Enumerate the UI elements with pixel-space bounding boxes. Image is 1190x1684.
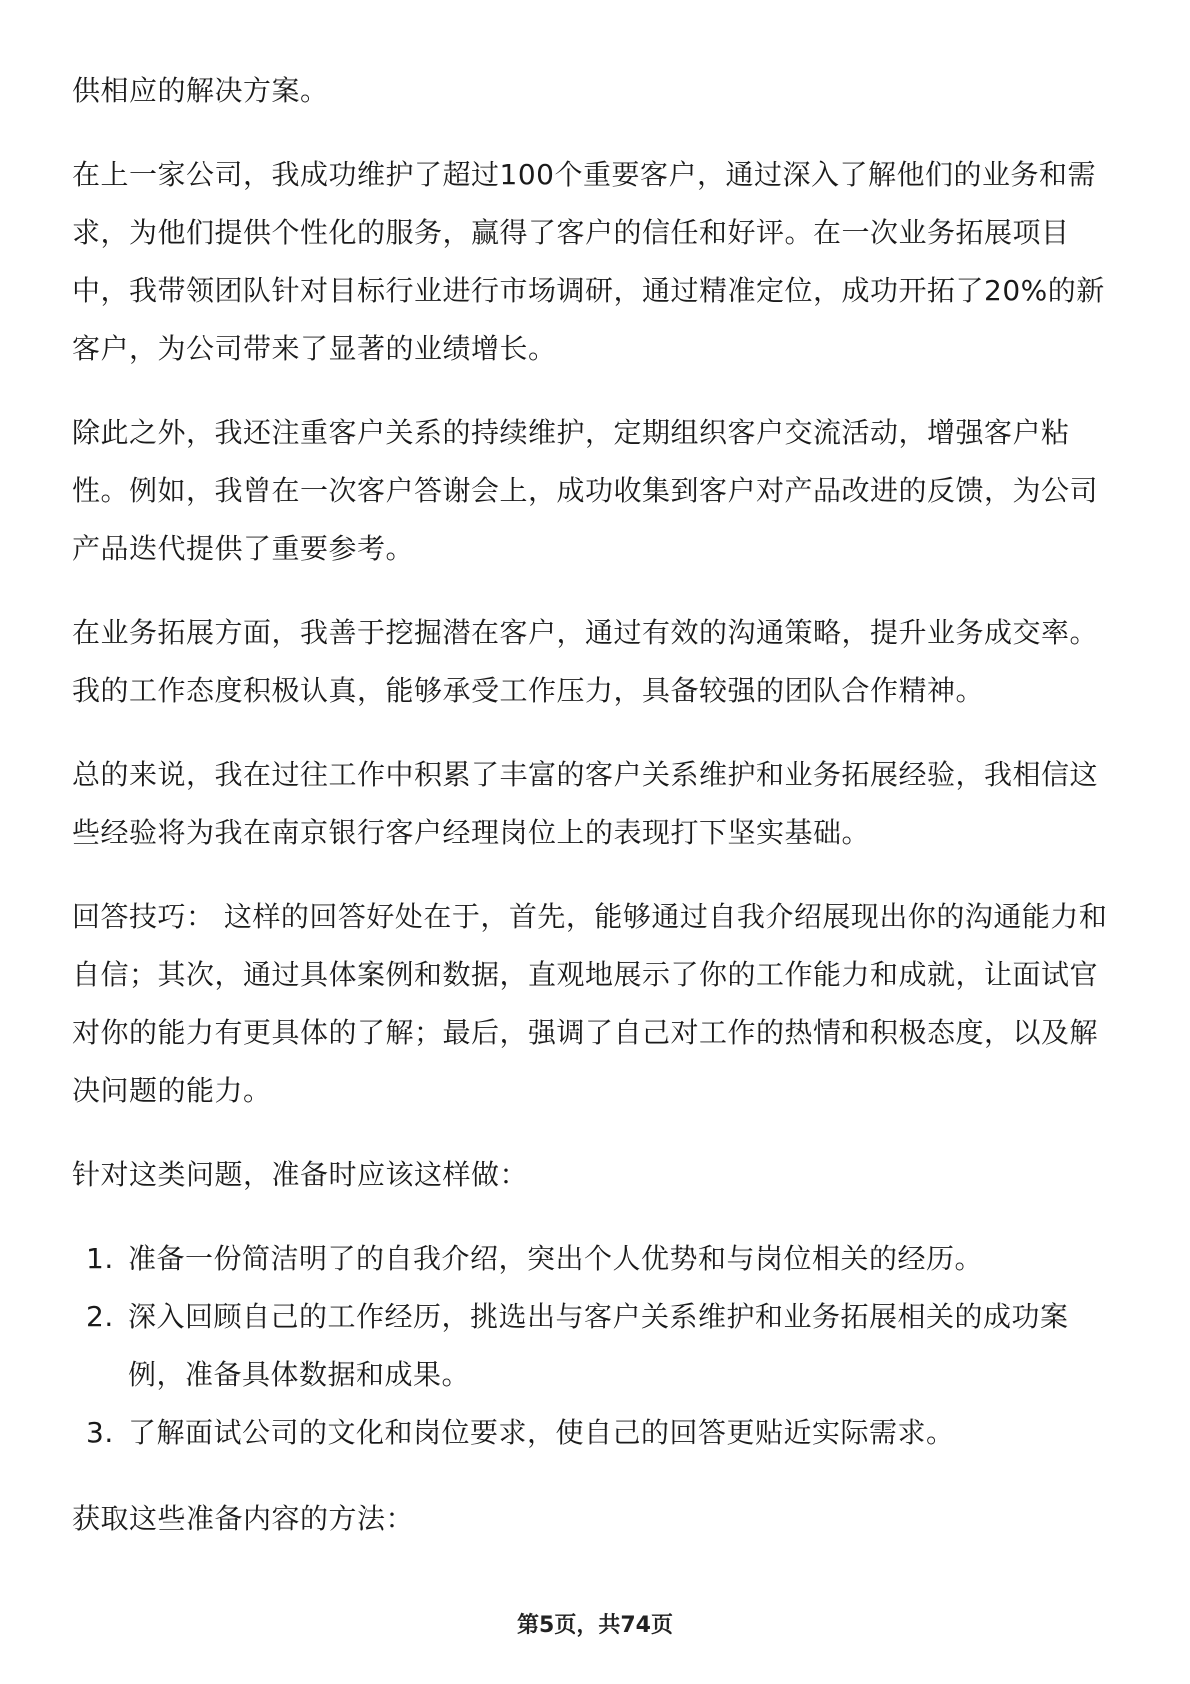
document-body bbox=[72, 62, 1122, 1574]
paragraph-methods-intro: 获取这些准备内容的方法： bbox=[72, 1502, 415, 1535]
paragraph-summary: 总的来说，我在过往工作中积累了丰富的客户关系维护和业务拓展经验，我相信这些经验将为我在南京银行客户经理岗位上的表现打下坚实基础。 bbox=[72, 758, 1099, 849]
paragraph-relationship: 除此之外，我还注重客户关系的持续维护，定期组织客户交流活动，增强客户粘性。例如，我曾在一次客户答谢会上，成功收集到客户对产品改进的反馈，为公司产品迭代提供了重要参考。 bbox=[72, 416, 1099, 565]
list-item-text: 了解面试公司的文化和岗位要求，使自己的回答更贴近实际需求。 bbox=[128, 1416, 955, 1449]
page-number-footer: 第5页，共74页 bbox=[517, 1613, 673, 1638]
paragraph-preparation-intro: 针对这类问题，准备时应该这样做： bbox=[72, 1158, 529, 1191]
preparation-steps-list bbox=[72, 1230, 1122, 1462]
list-item bbox=[72, 1288, 1122, 1404]
paragraph-continuation: 供相应的解决方案。 bbox=[72, 74, 329, 107]
list-item bbox=[72, 1404, 1122, 1462]
list-item-text: 准备一份简洁明了的自我介绍，突出个人优势和与岗位相关的经历。 bbox=[128, 1242, 984, 1275]
paragraph-business-expansion: 在业务拓展方面，我善于挖掘潜在客户，通过有效的沟通策略，提升业务成交率。我的工作态度积极认真，能够承受工作压力，具备较强的团队合作精神。 bbox=[72, 616, 1099, 707]
paragraph-client-maintenance: 在上一家公司，我成功维护了超过100个重要客户，通过深入了解他们的业务和需求，为他们提供个性化的服务，赢得了客户的信任和好评。在一次业务拓展项目中，我带领团队针对目标行业进行市场调研，通过精准定位，成功开拓了20%的新客户，为公司带来了显著的业绩增长。 bbox=[72, 158, 1105, 365]
list-item-number: 3. bbox=[86, 1416, 114, 1449]
paragraph-answer-tips: 回答技巧： 这样的回答好处在于，首先，能够通过自我介绍展现出你的沟通能力和自信；其次，通过具体案例和数据，直观地展示了你的工作能力和成就，让面试官对你的能力有更具体的了解；最后，强调了自己对工作的热情和积极态度，以及解决问题的能力。 bbox=[72, 900, 1108, 1107]
list-item-number: 2. bbox=[86, 1300, 114, 1333]
list-item bbox=[72, 1230, 1122, 1288]
list-item-text: 深入回顾自己的工作经历，挑选出与客户关系维护和业务拓展相关的成功案例，准备具体数据和成果。 bbox=[128, 1300, 1069, 1391]
list-item-number: 1. bbox=[86, 1242, 114, 1275]
